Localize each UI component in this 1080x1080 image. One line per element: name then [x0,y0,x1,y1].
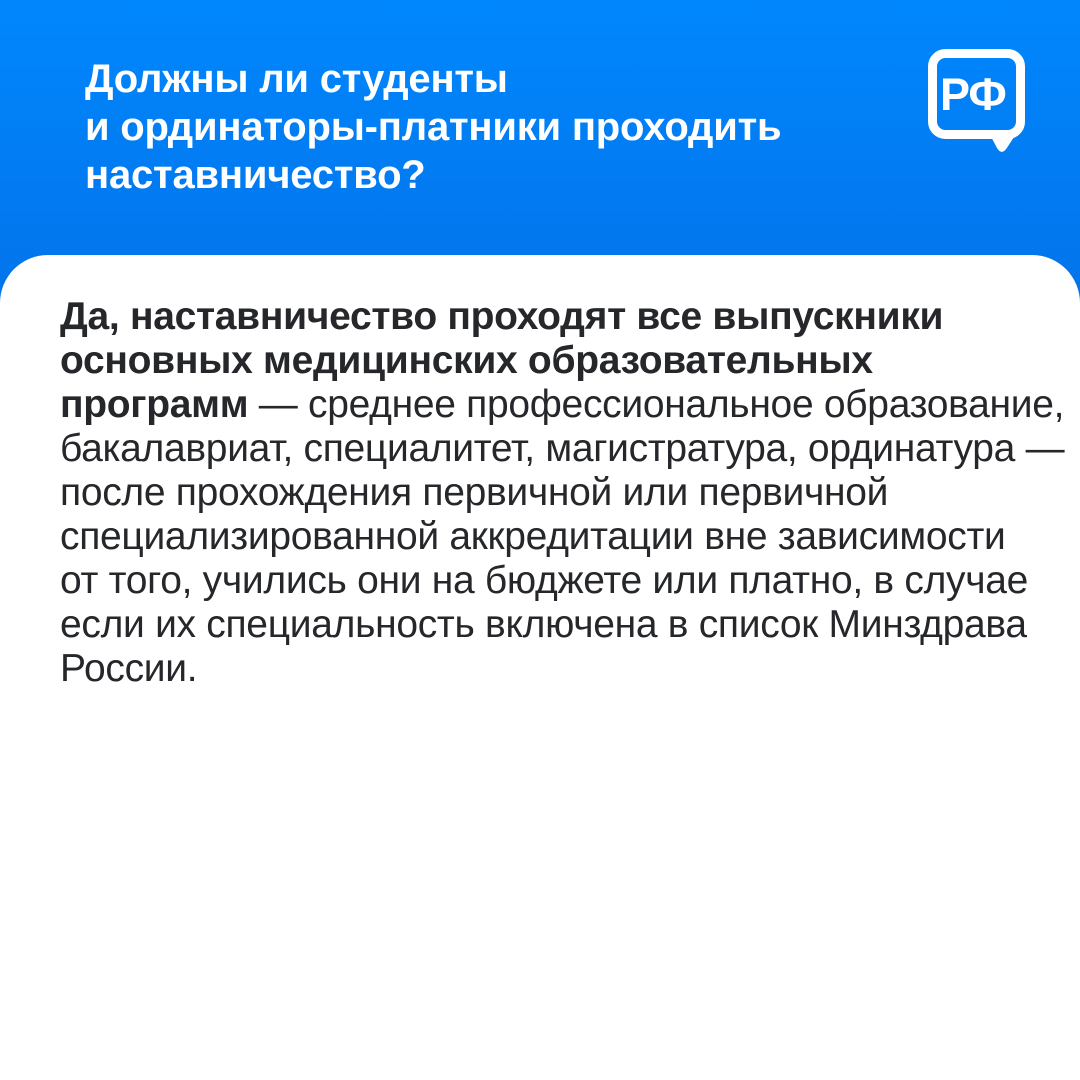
answer-line: специализированной аккредитации вне зависимости [60,515,1006,558]
question-line: Должны ли студенты [85,57,508,101]
answer-line: от того, учились они на бюджете или платно, в случае [60,559,1029,602]
answer-line: бакалавриат, специалитет, магистратура, ординатура — [60,427,1065,470]
answer-line: после прохождения первичной или первичной [60,471,889,514]
rf-speech-bubble-logo-icon [928,49,1025,156]
svg-text:РФ: РФ [940,69,1006,120]
answer-line: Да, наставничество проходят все выпускники [60,295,944,338]
question-line: наставничество? [85,153,426,197]
answer-line: программ — среднее профессиональное образование, [60,383,1065,426]
answer-line: России. [60,647,198,690]
answer-card [0,255,1080,1080]
question-line: и ординаторы-платники проходить [85,105,782,149]
question-title [85,55,781,199]
answer-line: основных медицинских образовательных [60,339,873,382]
answer-line: если их специальность включена в список Минздрава [60,603,1027,646]
answer-text [60,295,1064,691]
